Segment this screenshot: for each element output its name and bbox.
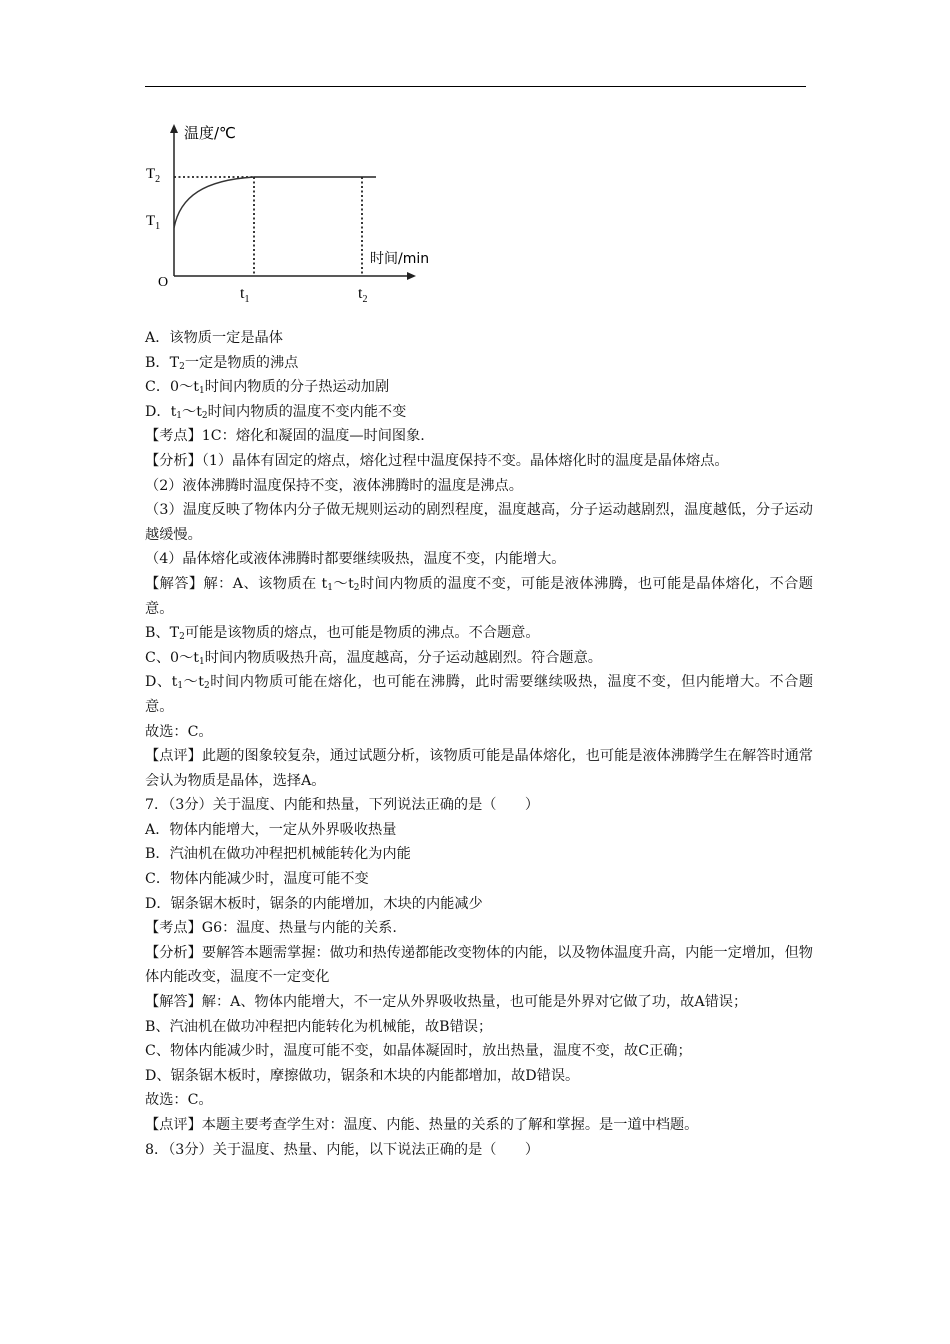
y-axis-label: 温度/℃ xyxy=(184,124,236,142)
origin-label: O xyxy=(158,275,169,290)
x-axis-arrow xyxy=(407,272,416,280)
q7-dianping: 【点评】本题主要考查学生对：温度、内能、热量的关系的了解和掌握。是一道中档题。 xyxy=(145,1117,699,1133)
y-tick-t2: $T_2$ xyxy=(146,166,161,185)
heating-curve xyxy=(174,177,254,228)
q6-fenxi-2: （2）液体沸腾时温度保持不变，液体沸腾时的温度是沸点。 xyxy=(145,477,523,494)
q6-fenxi-3: （3）温度反映了物体内分子做无规则运动的剧烈程度，温度越高，分子运动越剧烈，温度越低，分子运动越缓慢。 xyxy=(145,502,813,543)
q6-answer: 故选：C。 xyxy=(145,723,213,740)
q6-jieda-c: C、$0\sim t_1$时间内物质吸热升高，温度越高，分子运动越剧烈。符合题意。 xyxy=(145,649,602,667)
q7-fenxi: 【分析】要解答本题需掌握：做功和热传递都能改变物体的内能，以及物体温度升高，内能一定增加，但物体内能改变，温度不一定变化 xyxy=(145,944,813,986)
q7-kaodian: 【考点】G6：温度、热量与内能的关系. xyxy=(145,920,397,937)
q6-option-c: C．$0\sim t_1$时间内物质的分子热运动加剧 xyxy=(145,379,390,397)
q7-option-b: B．汽油机在做功冲程把机械能转化为内能 xyxy=(145,846,411,863)
q7-jieda-c: C、物体内能减少时，温度可能不变，如晶体凝固时，放出热量，温度不变，故C正确； xyxy=(145,1043,692,1060)
q7-stem: 7．（3分）关于温度、内能和热量，下列说法正确的是（ ） xyxy=(145,797,540,814)
q6-jieda-a: 【解答】解：A、该物质在 $t_1\sim t_2$时间内物质的温度不变，可能是液体沸腾，也可能是晶体熔化，不合题意。 xyxy=(145,575,813,617)
temperature-time-graph xyxy=(140,118,450,308)
q8-stem: 8．（3分）关于温度、热量、内能，以下说法正确的是（ ） xyxy=(145,1141,540,1158)
y-axis-arrow xyxy=(170,124,178,133)
q6-fenxi-4: （4）晶体熔化或液体沸腾时都要继续吸热，温度不变，内能增大。 xyxy=(145,551,566,568)
q6-option-b: B．$T_2$一定是物质的沸点 xyxy=(145,354,299,372)
y-tick-t1: $T_1$ xyxy=(146,213,161,232)
q6-jieda-b: B、$T_2$可能是该物质的熔点，也可能是物质的沸点。不合题意。 xyxy=(145,625,540,643)
q6-option-d: D．$t_1\sim t_2$时间内物质的温度不变内能不变 xyxy=(145,403,407,421)
q7-jieda-a: 【解答】解：A、物体内能增大，不一定从外界吸收热量，也可能是外界对它做了功，故A错误； xyxy=(145,994,748,1011)
q7-jieda-d: D、锯条锯木板时，摩擦做功，锯条和木块的内能都增加，故D错误。 xyxy=(145,1067,580,1084)
x-tick-t2: $t_2$ xyxy=(358,285,368,305)
q7-option-d: D．锯条锯木板时，锯条的内能增加，木块的内能减少 xyxy=(145,895,483,912)
q6-fenxi-1: 【分析】（1）晶体有固定的熔点，熔化过程中温度保持不变。晶体熔化时的温度是晶体熔点。 xyxy=(145,452,729,469)
q6-option-a: A．该物质一定是晶体 xyxy=(145,330,283,346)
q7-jieda-b: B、汽油机在做功冲程把内能转化为机械能，故B错误； xyxy=(145,1018,493,1035)
q7-option-c: C．物体内能减少时，温度可能不变 xyxy=(145,871,369,888)
x-tick-t1: $t_1$ xyxy=(240,285,250,305)
header-rule xyxy=(145,86,806,87)
x-axis-label: 时间/min xyxy=(370,251,430,267)
q6-jieda-d: D、$t_1\sim t_2$时间内物质可能在熔化，也可能在沸腾，此时需要继续吸热，温度不变，但内能增大。不合题意。 xyxy=(145,674,814,715)
q7-option-a: A．物体内能增大，一定从外界吸收热量 xyxy=(145,821,397,838)
q6-dianping: 【点评】此题的图象较复杂，通过试题分析，该物质可能是晶体熔化，也可能是液体沸腾学生在解答时通常会认为物质是晶体，选择A。 xyxy=(145,748,813,789)
q7-answer: 故选：C。 xyxy=(145,1092,213,1109)
q6-kaodian: 【考点】1C：熔化和凝固的温度—时间图象. xyxy=(145,428,425,445)
document-body xyxy=(145,326,813,1162)
